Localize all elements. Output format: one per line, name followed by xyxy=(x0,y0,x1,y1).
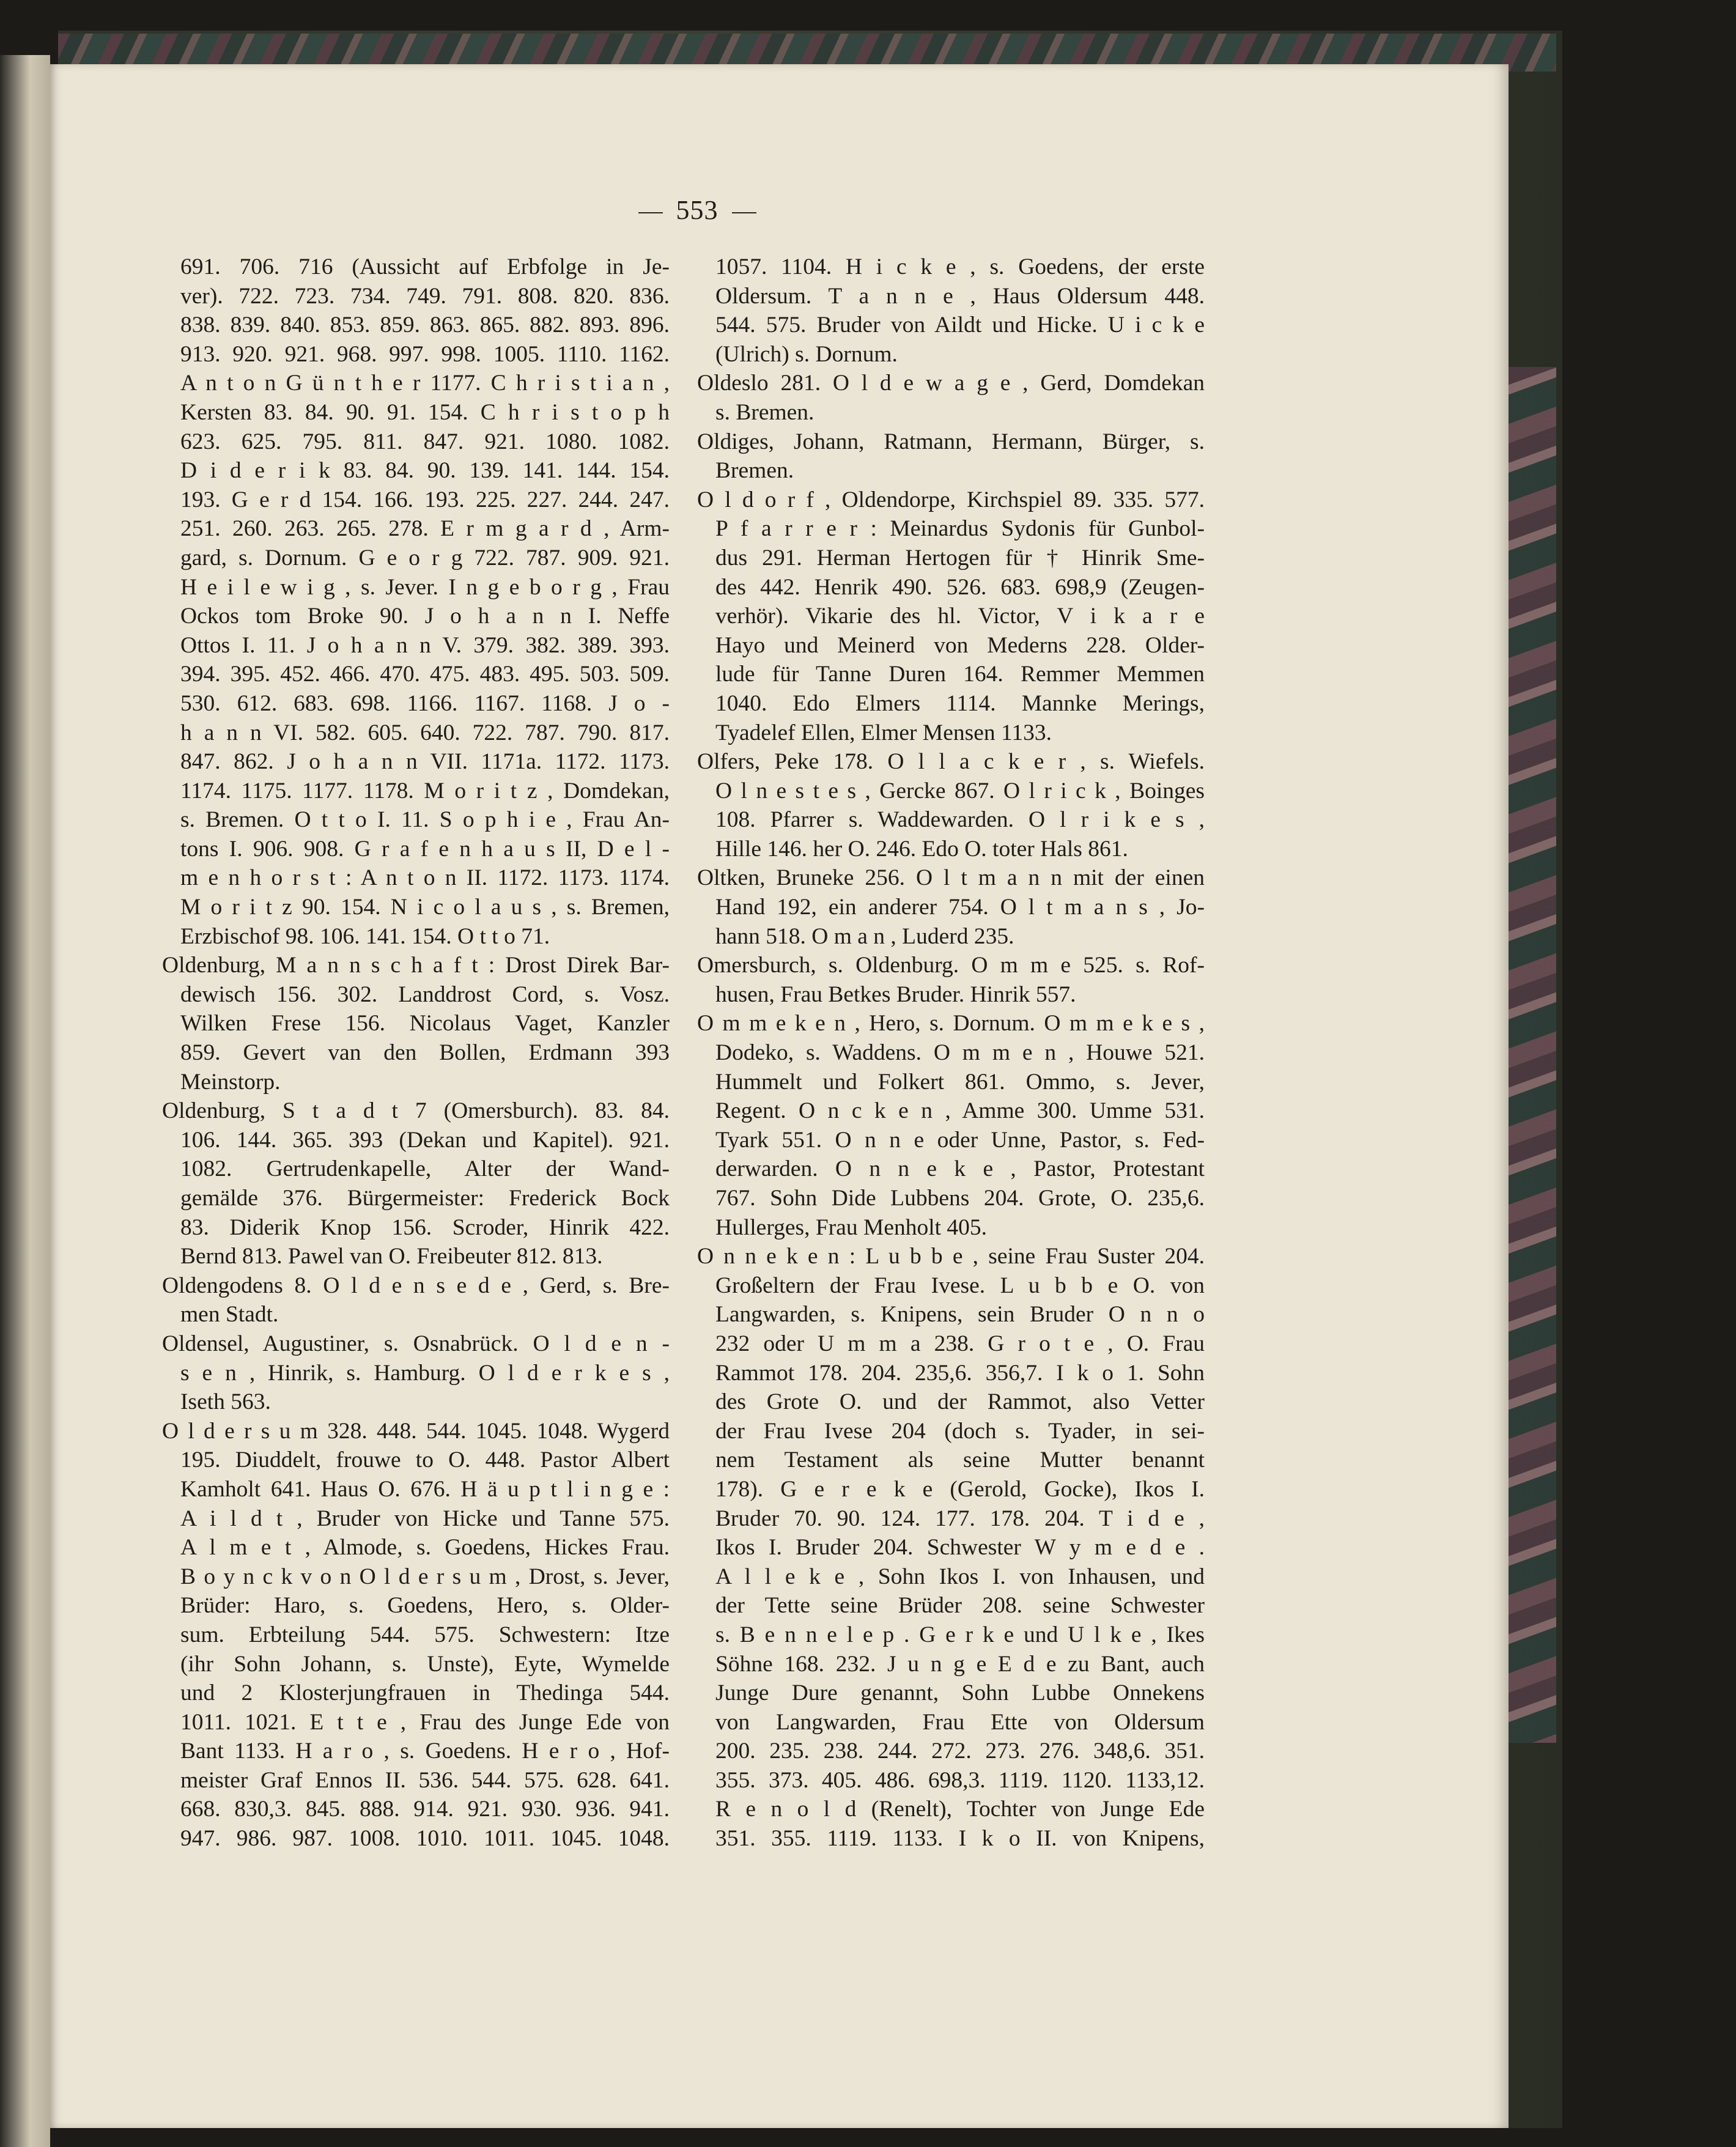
index-line: (Ulrich) s. Dornum. xyxy=(715,341,898,367)
index-line: Oldenburg, M a n n s c h a f t : Drost Direk Bar- xyxy=(162,953,670,978)
index-line: dus 291. Herman Hertogen für † Hinrik Sme- xyxy=(715,545,1205,571)
index-line: 668. 830,3. 845. 888. 914. 921. 930. 936. 941. xyxy=(180,1797,670,1822)
marbled-edge-right xyxy=(1504,367,1556,1743)
index-line: Erzbischof 98. 106. 141. 154. O t t o 71. xyxy=(180,923,550,949)
index-line: 193. G e r d 154. 166. 193. 225. 227. 244. 247. xyxy=(180,487,670,512)
index-line: Oldengodens 8. O l d e n s e d e , Gerd, s. Bre- xyxy=(162,1273,670,1298)
index-line: 947. 986. 987. 1008. 1010. 1011. 1045. 1048. xyxy=(180,1826,670,1852)
index-line: men Stadt. xyxy=(180,1302,279,1328)
index-line: des Grote O. und der Rammot, also Vetter xyxy=(715,1389,1205,1415)
index-line: nem Testament als seine Mutter benannt xyxy=(715,1447,1205,1473)
index-line: Bruder 70. 90. 124. 177. 178. 204. T i d e , xyxy=(715,1506,1205,1531)
index-line: s. Bremen. xyxy=(715,399,814,425)
index-line: B o y n c k v o n O l d e r s u m , Drost, s. Jever, xyxy=(180,1564,670,1589)
index-line: 1082. Gertrudenkapelle, Alter der Wand- xyxy=(180,1156,670,1182)
index-line: h a n n VI. 582. 605. 640. 722. 787. 790. 817. xyxy=(180,720,670,745)
index-line: O n n e k e n : L u b b e , seine Frau Suster 204. xyxy=(697,1244,1205,1269)
index-line: 847. 862. J o h a n n VII. 1171a. 1172. 1173. xyxy=(180,749,670,775)
header-dash-left xyxy=(638,212,663,213)
index-line: D i d e r i k 83. 84. 90. 139. 141. 144. 154. xyxy=(180,458,670,484)
index-line: Tyadelef Ellen, Elmer Mensen 1133. xyxy=(715,720,1052,745)
index-line: Oldersum. T a n n e , Haus Oldersum 448. xyxy=(715,283,1205,309)
index-line: 200. 235. 238. 244. 272. 273. 276. 348,6. 351. xyxy=(715,1739,1205,1764)
index-line: 106. 144. 365. 393 (Dekan und Kapitel). 921. xyxy=(180,1127,670,1153)
index-line: 691. 706. 716 (Aussicht auf Erbfolge in Je- xyxy=(180,254,670,279)
index-line: 251. 260. 263. 265. 278. E r m g a r d , Arm- xyxy=(180,516,670,542)
index-line: Tyark 551. O n n e oder Unne, Pastor, s. Fed- xyxy=(715,1127,1205,1153)
index-line: 1174. 1175. 1177. 1178. M o r i t z , Domdekan, xyxy=(180,778,670,804)
index-line: s e n , Hinrik, s. Hamburg. O l d e r k e s , xyxy=(180,1360,670,1386)
index-line: des 442. Henrik 490. 526. 683. 698,9 (Zeugen- xyxy=(715,574,1205,600)
index-line: 178). G e r e k e (Gerold, Gocke), Ikos I. xyxy=(715,1476,1205,1502)
index-line: 1057. 1104. H i c k e , s. Goedens, der erste xyxy=(715,254,1205,279)
index-column-right xyxy=(697,253,1205,1853)
index-line: Rammot 178. 204. 235,6. 356,7. I k o 1. Sohn xyxy=(715,1360,1205,1386)
index-line: derwarden. O n n e k e , Pastor, Protestant xyxy=(715,1156,1205,1182)
index-line: Ottos I. 11. J o h a n n V. 379. 382. 389. 393. xyxy=(180,632,670,658)
index-line: dewisch 156. 302. Landdrost Cord, s. Vosz. xyxy=(180,981,670,1007)
index-line: Oldensel, Augustiner, s. Osnabrück. O l d e n - xyxy=(162,1331,670,1356)
index-line: Bremen. xyxy=(715,458,794,484)
index-line: Oldiges, Johann, Ratmann, Hermann, Bürger, s. xyxy=(697,429,1205,454)
index-line: Oldeslo 281. O l d e w a g e , Gerd, Domdekan xyxy=(697,371,1205,396)
index-line: P f a r r e r : Meinardus Sydonis für Gunbol- xyxy=(715,516,1205,542)
index-line: Kersten 83. 84. 90. 91. 154. C h r i s t o p h xyxy=(180,399,670,425)
index-line: 544. 575. Bruder von Aildt und Hicke. U i c k e xyxy=(715,312,1205,338)
index-line: (ihr Sohn Johann, s. Unste), Eyte, Wymelde xyxy=(180,1651,670,1677)
index-line: der Tette seine Brüder 208. seine Schwester xyxy=(715,1593,1205,1619)
index-line: sum. Erbteilung 544. 575. Schwestern: Itze xyxy=(180,1622,670,1647)
index-line: Iseth 563. xyxy=(180,1389,271,1415)
index-line: 1040. Edo Elmers 1114. Mannke Merings, xyxy=(715,690,1205,716)
index-line: gard, s. Dornum. G e o r g 722. 787. 909. 921. xyxy=(180,545,670,571)
index-line: husen, Frau Betkes Bruder. Hinrik 557. xyxy=(715,981,1076,1007)
index-line: hann 518. O m a n , Luderd 235. xyxy=(715,923,1014,949)
index-line: A l l e k e , Sohn Ikos I. von Inhausen, und xyxy=(715,1564,1205,1589)
index-line: Bant 1133. H a r o , s. Goedens. H e r o , Hof- xyxy=(180,1739,670,1764)
index-line: Ockos tom Broke 90. J o h a n n I. Neffe xyxy=(180,604,670,629)
index-line: 108. Pfarrer s. Waddewarden. O l r i k e s , xyxy=(715,807,1205,833)
index-line: 1011. 1021. E t t e , Frau des Junge Ede von xyxy=(180,1709,670,1735)
index-line: Regent. O n c k e n , Amme 300. Umme 531. xyxy=(715,1098,1205,1124)
index-line: von Langwarden, Frau Ette von Oldersum xyxy=(715,1709,1205,1735)
index-line: Bernd 813. Pawel van O. Freibeuter 812. 813. xyxy=(180,1244,603,1269)
index-line: Oltken, Bruneke 256. O l t m a n n mit der einen xyxy=(697,865,1205,891)
index-line: Olfers, Peke 178. O l l a c k e r , s. Wiefels. xyxy=(697,749,1205,775)
index-line: A n t o n G ü n t h e r 1177. C h r i s t i a n , xyxy=(180,371,670,396)
index-line: lude für Tanne Duren 164. Remmer Memmen xyxy=(715,662,1205,687)
index-line: Langwarden, s. Knipens, sein Bruder O n n o xyxy=(715,1302,1205,1328)
index-line: Hand 192, ein anderer 754. O l t m a n s , Jo- xyxy=(715,895,1205,920)
index-line: tons I. 906. 908. G r a f e n h a u s II, D e l - xyxy=(180,836,670,862)
index-line: O l d o r f , Oldendorpe, Kirchspiel 89. 335. 577. xyxy=(697,487,1205,512)
index-line: Omersburch, s. Oldenburg. O m m e 525. s. Rof- xyxy=(697,953,1205,978)
index-line: 83. Diderik Knop 156. Scroder, Hinrik 422. xyxy=(180,1214,670,1240)
index-line: s. B e n n e l e p . G e r k e und U l k e , Ikes xyxy=(715,1622,1205,1647)
index-line: 530. 612. 683. 698. 1166. 1167. 1168. J o - xyxy=(180,690,670,716)
index-line: 195. Diuddelt, frouwe to O. 448. Pastor Albert xyxy=(180,1447,670,1473)
index-line: 394. 395. 452. 466. 470. 475. 483. 495. 503. 509. xyxy=(180,662,670,687)
index-column-left xyxy=(162,253,670,1853)
index-line: Meinstorp. xyxy=(180,1069,281,1095)
index-line: und 2 Klosterjungfrauen in Thedinga 544. xyxy=(180,1680,670,1706)
index-line: 859. Gevert van den Bollen, Erdmann 393 xyxy=(180,1040,670,1066)
index-line: A l m e t , Almode, s. Goedens, Hickes Frau. xyxy=(180,1535,670,1561)
index-line: Hullerges, Frau Menholt 405. xyxy=(715,1214,988,1240)
index-line: H e i l e w i g , s. Jever. I n g e b o r g , Frau xyxy=(180,574,670,600)
index-line: 767. Sohn Dide Lubbens 204. Grote, O. 235,6. xyxy=(715,1186,1205,1211)
index-line: 232 oder U m m a 238. G r o t e , O. Frau xyxy=(715,1331,1205,1356)
index-line: 351. 355. 1119. 1133. I k o II. von Knipens, xyxy=(715,1826,1205,1852)
page-header xyxy=(618,194,777,226)
index-line: Söhne 168. 232. J u n g e E d e zu Bant, auch xyxy=(715,1651,1205,1677)
index-line: Hayo und Meinerd von Mederns 228. Older- xyxy=(715,632,1205,658)
index-line: 623. 625. 795. 811. 847. 921. 1080. 1082. xyxy=(180,429,670,454)
index-line: 913. 920. 921. 968. 997. 998. 1005. 1110. 1162. xyxy=(180,341,670,367)
facing-page-edge xyxy=(0,55,50,2147)
index-line: O m m e k e n , Hero, s. Dornum. O m m e k e s , xyxy=(697,1011,1205,1037)
index-line: s. Bremen. O t t o I. 11. S o p h i e , Frau An- xyxy=(180,807,670,833)
index-line: 355. 373. 405. 486. 698,3. 1119. 1120. 1133,12. xyxy=(715,1767,1205,1793)
index-line: der Frau Ivese 204 (doch s. Tyader, in sei- xyxy=(715,1418,1205,1444)
index-line: meister Graf Ennos II. 536. 544. 575. 628. 641. xyxy=(180,1767,670,1793)
index-line: Dodeko, s. Waddens. O m m e n , Houwe 521. xyxy=(715,1040,1205,1066)
index-line: Junge Dure genannt, Sohn Lubbe Onnekens xyxy=(715,1680,1205,1706)
index-line: Wilken Frese 156. Nicolaus Vaget, Kanzler xyxy=(180,1011,670,1037)
page-number: 553 xyxy=(676,195,718,225)
index-line: R e n o l d (Renelt), Tochter von Junge Ede xyxy=(715,1797,1205,1822)
index-line: Hummelt und Folkert 861. Ommo, s. Jever, xyxy=(715,1069,1205,1095)
index-line: A i l d t , Bruder von Hicke und Tanne 575. xyxy=(180,1506,670,1531)
index-line: 838. 839. 840. 853. 859. 863. 865. 882. 893. 896. xyxy=(180,312,670,338)
index-line: ver). 722. 723. 734. 749. 791. 808. 820. 836. xyxy=(180,283,670,309)
index-line: gemälde 376. Bürgermeister: Frederick Bock xyxy=(180,1186,670,1211)
index-line: Brüder: Haro, s. Goedens, Hero, s. Older- xyxy=(180,1593,670,1619)
index-line: m e n h o r s t : A n t o n II. 1172. 1173. 1174. xyxy=(180,865,670,891)
index-line: Ikos I. Bruder 204. Schwester W y m e d e . xyxy=(715,1535,1205,1561)
index-line: Kamholt 641. Haus O. 676. H ä u p t l i n g e : xyxy=(180,1476,670,1502)
index-line: Großeltern der Frau Ivese. L u b b e O. von xyxy=(715,1273,1205,1298)
index-line: verhör). Vikarie des hl. Victor, V i k a r e xyxy=(715,604,1205,629)
index-line: O l n e s t e s , Gercke 867. O l r i c k , Boinges xyxy=(715,778,1205,804)
index-line: Oldenburg, S t a d t 7 (Omersburch). 83. 84. xyxy=(162,1098,670,1124)
index-line: Hille 146. her O. 246. Edo O. toter Hals 861. xyxy=(715,836,1128,862)
index-line: M o r i t z 90. 154. N i c o l a u s , s. Bremen, xyxy=(180,895,670,920)
header-dash-right xyxy=(732,212,756,213)
index-line: O l d e r s u m 328. 448. 544. 1045. 1048. Wygerd xyxy=(162,1418,670,1444)
